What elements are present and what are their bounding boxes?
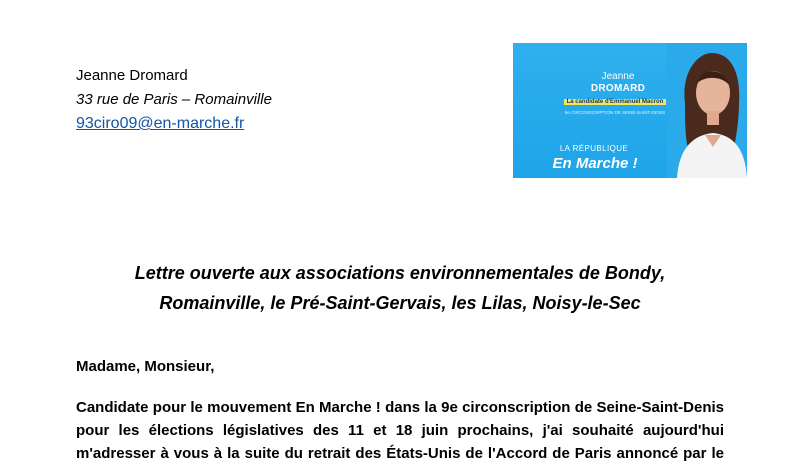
banner-party-small: LA RÉPUBLIQUE bbox=[559, 144, 629, 153]
title-line: Romainville, le Pré-Saint-Gervais, les Lilas, Noisy-le-Sec bbox=[159, 293, 641, 313]
sender-email-link[interactable]: 93ciro09@en-marche.fr bbox=[76, 115, 245, 132]
title-line: Lettre ouverte aux associations environnementales de Bondy, bbox=[134, 263, 666, 283]
sender-address: 33 rue de Paris – Romainville bbox=[76, 91, 272, 108]
banner-last-name: DROMARD bbox=[590, 83, 646, 94]
body-line: Candidate pour le mouvement En Marche ! dans la 9e circonscription de Seine-Saint-Denis bbox=[76, 399, 724, 416]
banner-party-logo: En Marche ! bbox=[552, 155, 638, 172]
candidate-portrait bbox=[667, 43, 747, 178]
salutation: Madame, Monsieur, bbox=[76, 358, 215, 375]
banner-first-name: Jeanne bbox=[601, 71, 635, 82]
letter-body bbox=[76, 396, 724, 465]
campaign-banner bbox=[513, 43, 747, 178]
body-line: pour les élections législatives des 11 et 18 juin prochains, j'ai souhaité aujourd'hui bbox=[76, 422, 724, 439]
sender-block bbox=[76, 64, 272, 136]
banner-tagline: La candidate d'Emmanuel Macron bbox=[535, 99, 695, 105]
letter-title bbox=[60, 258, 740, 318]
body-line: m'adresser à vous à la suite du retrait des États-Unis de l'Accord de Paris annoncé par le bbox=[76, 445, 724, 462]
sender-name: Jeanne Dromard bbox=[76, 67, 188, 84]
banner-circonscription: 9e CIRCONSCRIPTION DE SEINE-SAINT-DENIS bbox=[564, 110, 666, 115]
